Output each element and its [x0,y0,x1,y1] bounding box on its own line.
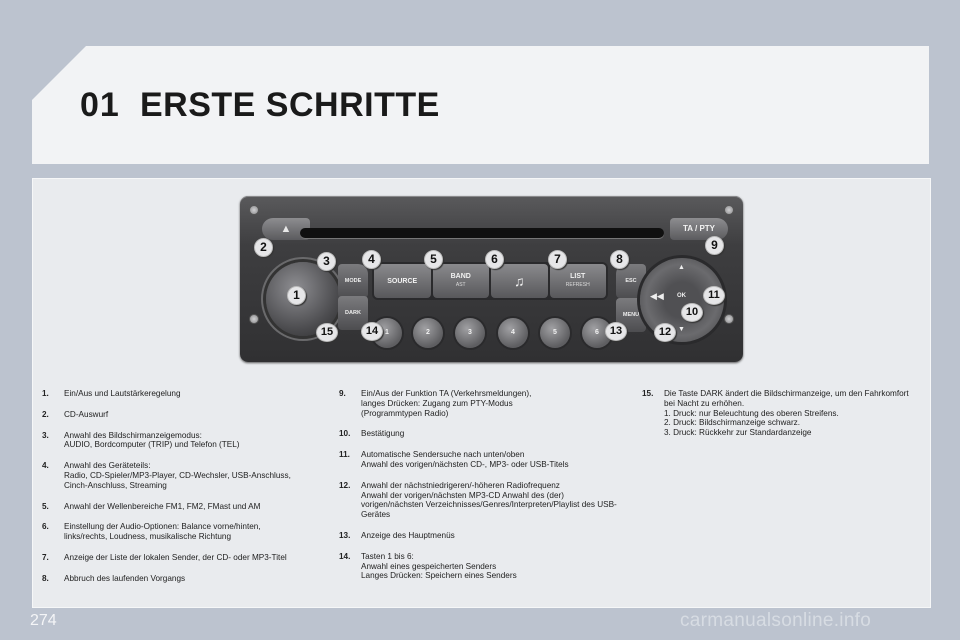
preset-button-4: 4 [498,318,528,348]
callout-2: 2 [254,238,273,257]
arrow-left-icon: ◀◀ [650,291,664,301]
list-button: LIST REFRESH [550,264,607,298]
music-note-icon: ♫ [514,272,525,289]
ta-pty-button: TA / PTY [670,218,728,240]
legend-column-1 [42,389,302,595]
screw-icon [249,314,259,324]
list-item: 5. Anwahl der Wellenbereiche FM1, FM2, FMast und AM [42,501,261,511]
list-item: 1. Ein/Aus und Lautstärkeregelung [42,389,181,398]
callout-12: 12 [654,323,676,342]
list-item: 14. Tasten 1 bis 6: Anwahl eines gespeicherten Senders Langes Drücken: Speichern eines Senders [339,551,517,581]
preset-button-1: 1 [372,318,402,348]
list-item: 3. Anwahl des Bildschirmanzeigemodus: AUDIO, Bordcomputer (TRIP) und Telefon (TEL) [42,430,240,450]
list-item: 8. Abbruch des laufenden Vorgangs [42,573,186,583]
dark-button: DARK [338,296,368,330]
list-item: 10. Bestätigung [339,429,405,439]
list-item: 12. Anwahl der nächstniedrigeren/-höheren Radiofrequenz Anwahl der vorigen/nächsten MP3-CD Anwahl des (der) vorigen/nächsten Verzeichnisses/Genres/Interpreten/Playlist des USB-Gerätes [339,480,617,520]
list-item: 2. CD-Auswurf [42,409,109,419]
list-item: 4. Anwahl des Geräteteils: Radio, CD-Spieler/MP3-Player, CD-Wechsler, USB-Anschluss, Cinch-Anschluss, Streaming [42,461,291,490]
chapter-number: 01 [80,86,120,124]
preset-button-5: 5 [540,318,570,348]
callout-4: 4 [362,250,381,269]
list-item: 11. Automatische Sendersuche nach unten/oben Anwahl des vorigen/nächsten CD-, MP3- oder USB-Titels [339,450,569,469]
callout-15: 15 [316,323,338,342]
preset-button-3: 3 [455,318,485,348]
cd-slot [300,228,664,238]
ok-label: OK [677,293,686,299]
callout-9: 9 [705,236,724,255]
list-item: 13. Anzeige des Hauptmenüs [339,530,455,540]
callout-5: 5 [424,250,443,269]
arrow-down-icon: ▼ [678,326,685,333]
page-title: ERSTE SCHRITTE [140,86,440,124]
callout-11: 11 [703,286,725,305]
callout-1: 1 [287,286,306,305]
callout-10: 10 [681,303,703,322]
callout-7: 7 [548,250,567,269]
preset-button-2: 2 [413,318,443,348]
esc-button: ESC [616,264,646,298]
callout-13: 13 [605,322,627,341]
eject-icon: ▲ [280,223,292,235]
band-button: BAND AST [433,264,490,298]
screw-icon [724,205,734,215]
menu-button: MENU [616,298,646,332]
arrow-up-icon: ▲ [678,264,685,271]
preset-button-6: 6 [582,318,612,348]
legend-column-3 [642,389,912,449]
legend-column-2 [339,389,619,592]
audio-settings-button [491,264,548,298]
list-item: 7. Anzeige der Liste der lokalen Sender, der CD- oder MP3-Titel [42,552,287,562]
callout-6: 6 [485,250,504,269]
watermark: carmanualsonline.info [680,610,872,631]
list-item: 6. Einstellung der Audio-Optionen: Balance vorne/hinten, links/rechts, Loudness, musikalische Richtung [42,522,261,542]
source-button: SOURCE [374,264,431,298]
screw-icon [724,314,734,324]
callout-3: 3 [317,252,336,271]
list-item: 9. Ein/Aus der Funktion TA (Verkehrsmeldungen), langes Drücken: Zugang zum PTY-Modus (Programmtypen Radio) [339,389,532,418]
page-number: 274 [30,612,57,629]
screw-icon [249,205,259,215]
mode-button: MODE [338,264,368,298]
callout-8: 8 [610,250,629,269]
callout-14: 14 [361,322,383,341]
list-item: 15. Die Taste DARK ändert die Bildschirmanzeige, um den Fahrkomfort bei Nacht zu erhöhen. 1. Druck: nur Beleuchtung des oberen Streifens. 2. Druck: Bildschirmanzeige schwarz. 3. Druck: Rückkehr zur Standardanzeige [642,389,909,438]
